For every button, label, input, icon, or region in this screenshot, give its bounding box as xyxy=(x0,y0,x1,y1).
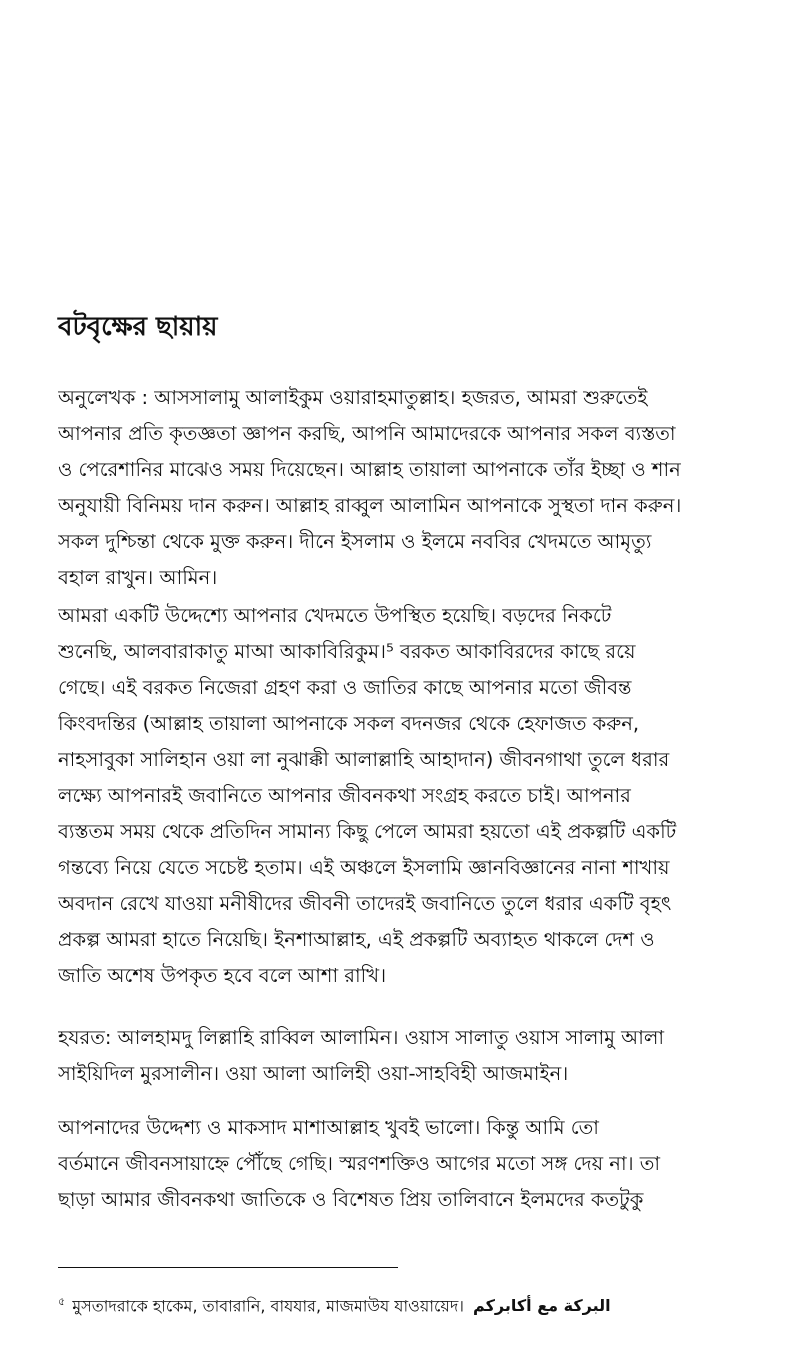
text-line: সাইয়িদিল মুরসালীন। ওয়া আলা আলিহী ওয়া-সাহবিহী আজমাইন। xyxy=(58,1062,569,1085)
text-line: সকল দুশ্চিন্তা থেকে মুক্ত করুন। দীনে ইসলাম ও ইলমে নববির খেদমতে আমৃত্যু xyxy=(58,530,652,553)
text-line: গন্তব্যে নিয়ে যেতে সচেষ্ট হতাম। এই অঞ্চলে ইসলামি জ্ঞানবিজ্ঞানের নানা শাখায় xyxy=(58,856,670,879)
text-line: হযরত: আলহামদু লিল্লাহি রাব্বিল আলামিন। ওয়াস সালাতু ওয়াস সালামু আলা xyxy=(58,1026,665,1049)
text-line: আমরা একটি উদ্দেশ্যে আপনার খেদমতে উপস্থিত হয়েছি। বড়দের নিকটে xyxy=(58,604,612,627)
text-line: ও পেরেশানির মাঝেও সময় দিয়েছেন। আল্লাহ তায়ালা আপনাকে তাঁর ইচ্ছা ও শান xyxy=(58,458,681,481)
text-line: আপনাদের উদ্দেশ্য ও মাকসাদ মাশাআল্লাহ খুবই ভালো। কিন্তু আমি তো xyxy=(58,1116,599,1139)
footnote-arabic-text: البركة مع أكابركم xyxy=(473,1296,611,1316)
text-line: জাতি অশেষ উপকৃত হবে বলে আশা রাখি। xyxy=(58,964,387,987)
text-line: শুনেছি, আলবারাকাতু মাআ আকাবিরিকুম।⁵ বরকত আকাবিরদের কাছে রয়ে xyxy=(58,640,636,663)
footnote-text: মুসতাদরাকে হাকেম, তাবারানি, বাযযার, মাজমাউয যাওয়ায়েদ। xyxy=(72,1296,464,1316)
text-line: ছাড়া আমার জীবনকথা জাতিকে ও বিশেষত প্রিয় তালিবানে ইলমদের কতটুকু xyxy=(58,1188,644,1211)
text-line: লক্ষ্যে আপনারই জবানিতে আপনার জীবনকথা সংগ্রহ করতে চাই। আপনার xyxy=(58,784,631,807)
paragraph-3 xyxy=(58,1020,776,1092)
paragraph-2 xyxy=(58,598,776,994)
text-line: অবদান রেখে যাওয়া মনীষীদের জীবনী তাদেরই জবানিতে তুলে ধরার একটি বৃহৎ xyxy=(58,892,672,915)
text-line: বর্তমানে জীবনসায়াহ্নে পৌঁছে গেছি। স্মরণশক্তিও আগের মতো সঙ্গ দেয় না। তা xyxy=(58,1152,661,1175)
text-line: অনুলেখক : আসসালামু আলাইকুম ওয়ারাহমাতুল্লাহ। হজরত, আমরা শুরুতেই xyxy=(58,386,648,409)
text-line: প্রকল্প আমরা হাতে নিয়েছি। ইনশাআল্লাহ, এই প্রকল্পটি অব্যাহত থাকলে দেশ ও xyxy=(58,928,655,951)
text-line: আপনার প্রতি কৃতজ্ঞতা জ্ঞাপন করছি, আপনি আমাদেরকে আপনার সকল ব্যস্ততা xyxy=(58,422,676,445)
paragraph-1 xyxy=(58,380,776,596)
text-line: বহাল রাখুন। আমিন। xyxy=(58,566,218,589)
text-line: গেছে। এই বরকত নিজেরা গ্রহণ করা ও জাতির কাছে আপনার মতো জীবন্ত xyxy=(58,676,632,699)
chapter-heading: বটবৃক্ষের ছায়ায় xyxy=(58,312,218,342)
text-line: ব্যস্ততম সময় থেকে প্রতিদিন সামান্য কিছু পেলে আমরা হয়তো এই প্রকল্পটি একটি xyxy=(58,820,677,843)
text-line: কিংবদন্তির (আল্লাহ তায়ালা আপনাকে সকল বদনজর থেকে হেফাজত করুন, xyxy=(58,712,640,735)
footnote-marker: ৫ xyxy=(58,1295,66,1308)
text-line: নাহসাবুকা সালিহান ওয়া লা নুঝাক্কী আলাল্লাহি আহাদান) জীবনগাথা তুলে ধরার xyxy=(58,748,670,771)
text-line: অনুযায়ী বিনিময় দান করুন। আল্লাহ রাব্বুল আলামিন আপনাকে সুস্থতা দান করুন। xyxy=(58,494,682,517)
footnote-divider xyxy=(58,1267,398,1268)
footnote xyxy=(58,1287,776,1321)
paragraph-4 xyxy=(58,1110,776,1218)
